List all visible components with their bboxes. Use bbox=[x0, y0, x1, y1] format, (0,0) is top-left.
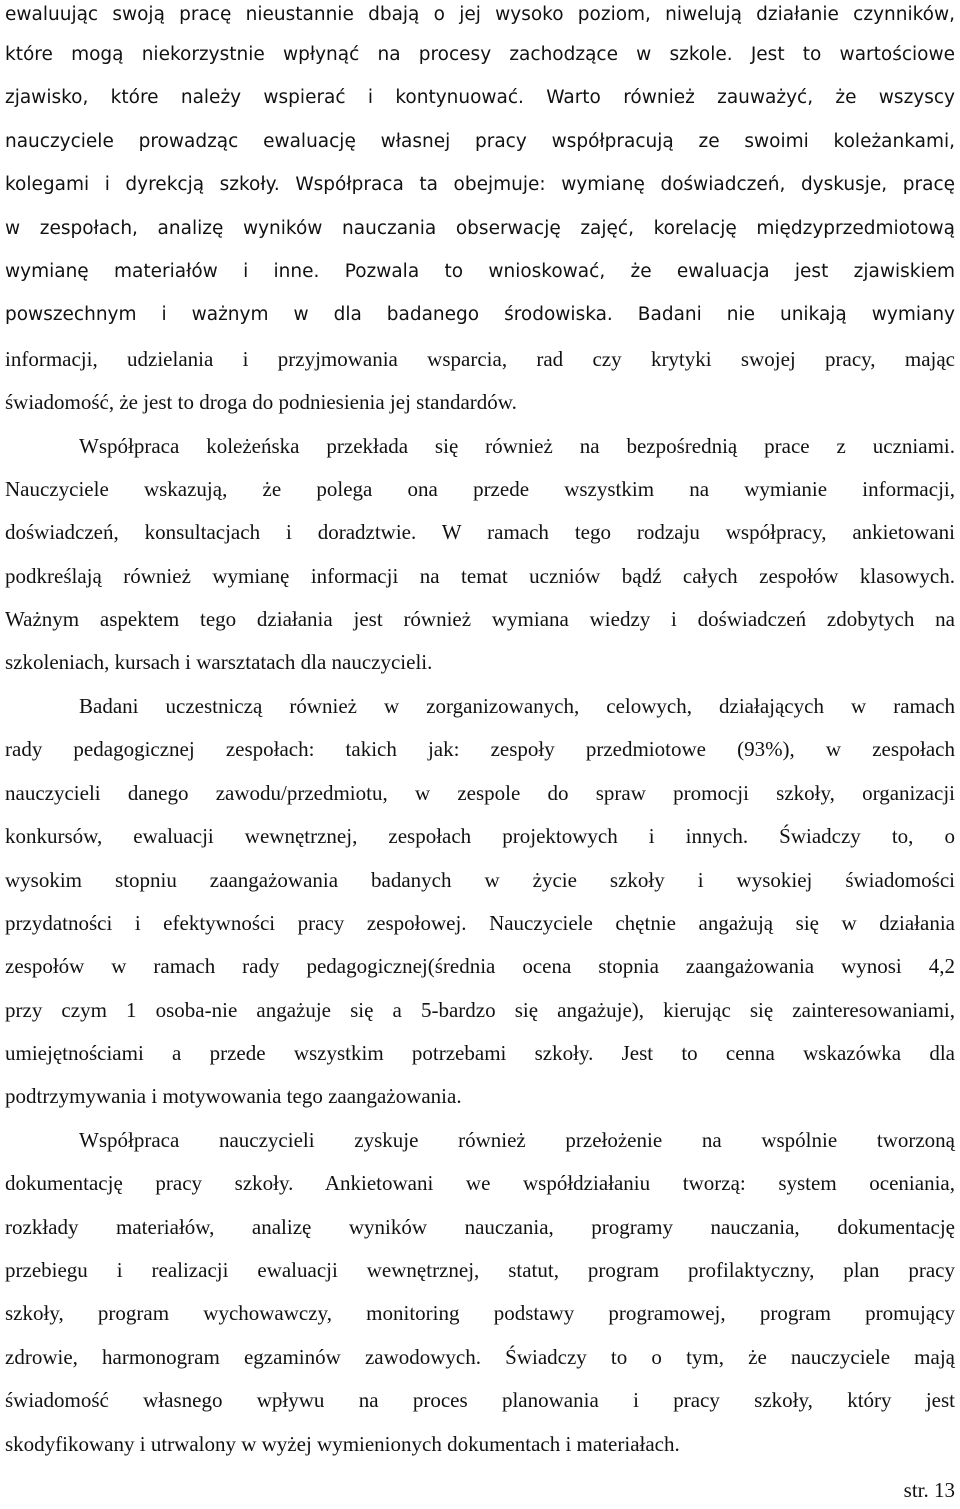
text-line: świadomość, że jest to droga do podniesienia jej standardów. bbox=[5, 390, 517, 414]
text-line: zdrowie, harmonogram egzaminów zawodowych. Świadczy to o tym, że nauczyciele mają bbox=[5, 1345, 955, 1369]
text-line: wysokim stopniu zaangażowania badanych w życie szkoły i wysokiej świadomości bbox=[5, 868, 955, 892]
text-line: powszechnym i ważnym w dla badanego środowiska. Badani nie unikają wymiany bbox=[5, 304, 955, 325]
text-line: doświadczeń, konsultacjach i doradztwie. W ramach tego rodzaju współpracy, ankietowani bbox=[5, 520, 955, 544]
text-line: nauczyciele prowadząc ewaluację własnej pracy współpracują ze swoimi koleżankami, bbox=[5, 131, 955, 152]
text-line: szkoły, program wychowawczy, monitoring podstawy programowej, program promujący bbox=[5, 1301, 955, 1325]
page-number: str. 13 bbox=[903, 1478, 955, 1502]
text-line: świadomość własnego wpływu na proces planowania i pracy szkoły, który jest bbox=[5, 1388, 955, 1412]
text-line: Nauczyciele wskazują, że polega ona przede wszystkim na wymianie informacji, bbox=[5, 477, 955, 501]
text-line: podkreślają również wymianę informacji na temat uczniów bądź całych zespołów klasowych. bbox=[5, 564, 955, 588]
text-line: Ważnym aspektem tego działania jest również wymiana wiedzy i doświadczeń zdobytych na bbox=[5, 607, 955, 631]
text-line: konkursów, ewaluacji wewnętrznej, zespołach projektowych i innych. Świadczy to, o bbox=[5, 824, 955, 848]
text-line: w zespołach, analizę wyników nauczania obserwację zajęć, korelację międzyprzedmiotową bbox=[5, 218, 955, 239]
text-line: nauczycieli danego zawodu/przedmiotu, w zespole do spraw promocji szkoły, organizacji bbox=[5, 781, 955, 805]
text-line: umiejętnościami a przede wszystkim potrzebami szkoły. Jest to cenna wskazówka dla bbox=[5, 1041, 955, 1065]
text-line: przydatności i efektywności pracy zespołowej. Nauczyciele chętnie angażują się w działania bbox=[5, 911, 955, 935]
text-line: podtrzymywania i motywowania tego zaangażowania. bbox=[5, 1084, 462, 1108]
text-line: informacji, udzielania i przyjmowania wsparcia, rad czy krytyki swojej pracy, mając bbox=[5, 347, 955, 371]
text-line: Współpraca nauczycieli zyskuje również przełożenie na wspólnie tworzoną bbox=[79, 1128, 955, 1152]
text-line: szkoleniach, kursach i warsztatach dla nauczycieli. bbox=[5, 650, 433, 674]
text-line: rady pedagogicznej zespołach: takich jak: zespoły przedmiotowe (93%), w zespołach bbox=[5, 737, 955, 761]
text-line: wymianę materiałów i inne. Pozwala to wnioskować, że ewaluacja jest zjawiskiem bbox=[5, 261, 955, 282]
text-line: rozkłady materiałów, analizę wyników nauczania, programy nauczania, dokumentację bbox=[5, 1215, 955, 1239]
text-line: Współpraca koleżeńska przekłada się również na bezpośrednią prace z uczniami. bbox=[79, 434, 955, 458]
text-line: skodyfikowany i utrwalony w wyżej wymienionych dokumentach i materiałach. bbox=[5, 1432, 680, 1456]
text-line: zjawisko, które należy wspierać i kontynuować. Warto również zauważyć, że wszyscy bbox=[5, 87, 955, 108]
text-line: zespołów w ramach rady pedagogicznej(średnia ocena stopnia zaangażowania wynosi 4,2 bbox=[5, 954, 955, 978]
text-line: Badani uczestniczą również w zorganizowanych, celowych, działających w ramach bbox=[79, 694, 955, 718]
text-line: przy czym 1 osoba-nie angażuje się a 5-bardzo się angażuje), kierując się zainteresowaniami, bbox=[5, 998, 955, 1022]
text-line: dokumentację pracy szkoły. Ankietowani we współdziałaniu tworzą: system oceniania, bbox=[5, 1171, 955, 1195]
text-line: ewaluując swoją pracę nieustannie dbają o jej wysoko poziom, niwelują działanie czynników, bbox=[5, 4, 955, 25]
text-line: które mogą niekorzystnie wpłynąć na procesy zachodzące w szkole. Jest to wartościowe bbox=[5, 44, 955, 65]
text-line: przebiegu i realizacji ewaluacji wewnętrznej, statut, program profilaktyczny, plan pracy bbox=[5, 1258, 955, 1282]
text-line: kolegami i dyrekcją szkoły. Współpraca ta obejmuje: wymianę doświadczeń, dyskusje, pracę bbox=[5, 174, 955, 195]
